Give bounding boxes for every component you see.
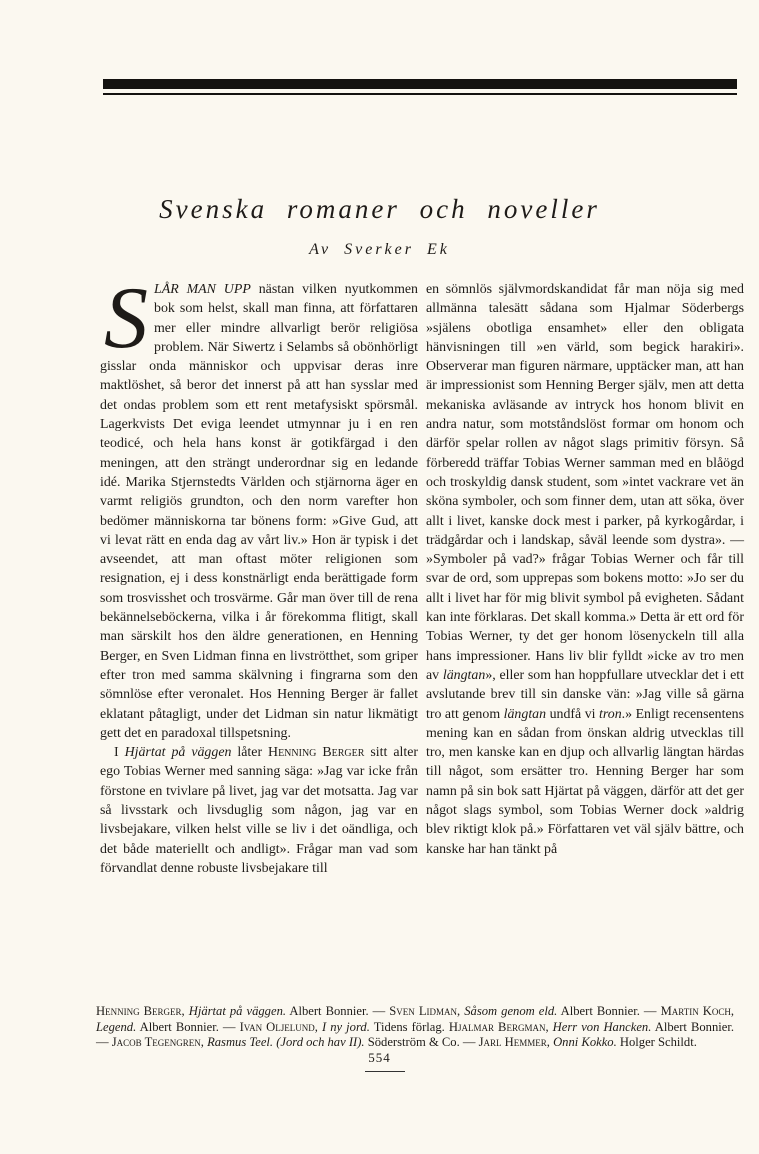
- drop-cap: S: [104, 270, 148, 367]
- fn-book-4: I ny jord.: [321, 1019, 370, 1034]
- author-henning-berger: Henning Berger: [268, 745, 365, 761]
- paragraph-2: [100, 743, 418, 878]
- italic-langtan-2: längtan: [503, 706, 547, 722]
- italic-tron: tron: [599, 706, 622, 722]
- right-column: [426, 280, 744, 859]
- fn-publisher-1: Albert Bonnier. —: [286, 1004, 390, 1018]
- fn-publisher-2: Albert Bonnier. —: [557, 1004, 661, 1018]
- page-number-rule: [365, 1071, 405, 1072]
- paragraph-3: [426, 280, 744, 859]
- fn-author-3: Martin Koch: [660, 1004, 731, 1018]
- fn-author-1: Henning Berger: [96, 1004, 182, 1018]
- fn-book-1: Hjärtat på väggen.: [188, 1004, 287, 1018]
- fn-sep-5: ,: [545, 1019, 553, 1034]
- fn-publisher-5: Albert Bonnier. —: [96, 1019, 734, 1050]
- fn-publisher-4: Tidens förlag.: [369, 1019, 449, 1034]
- fn-author-7: Jarl Hemmer: [478, 1035, 547, 1050]
- bibliography-footnote: [96, 1004, 734, 1051]
- left-column: [100, 270, 419, 878]
- paragraph-2-start: I: [114, 745, 125, 761]
- lead-italic: LÅR MAN UPP: [154, 282, 251, 297]
- italic-langtan-1: längtan: [442, 667, 486, 683]
- fn-book-3: Legend.: [96, 1019, 137, 1034]
- fn-sep-4: ,: [314, 1019, 322, 1034]
- paragraph-2-text-b: sitt alter ego Tobias Werner med sanning säga: »Jag var icke från förstone en tvivlare på livet, jag var det motsatta. Jag var så livsstark och livsduglig som någon, jag var en livsbejakare, vilken helst ville se liv i det oändliga, och det både materiellt och andligt». Frågar man vad som förvandlat denne robuste livsbejakare till: [100, 745, 419, 876]
- paragraph-3-text-b: », eller som han hoppfullare utvecklar det i ett avslutande brev till sin danske vän: »Jag ville så gärna tro att genom: [426, 667, 744, 722]
- fn-publisher-6: Söderström & Co. —: [364, 1035, 479, 1050]
- fn-sep-7: ,: [546, 1035, 554, 1050]
- fn-author-2: Sven Lidman: [389, 1004, 458, 1018]
- fn-author-4: Ivan Oljelund: [239, 1019, 315, 1034]
- fn-publisher-7: Holger Schildt.: [616, 1035, 697, 1050]
- fn-sep-1: ,: [181, 1004, 189, 1018]
- fn-sep-2: ,: [457, 1004, 465, 1018]
- fn-book-5: Herr von Hancken.: [552, 1019, 652, 1034]
- header-rule-thin: [103, 93, 737, 95]
- paragraph-3-text-a: en sömnlös självmordskandidat får man nöja sig med allmänna talesätt sådana som Hjalmar Söderbergs »själens obotliga ensamhet» eller den obligata hänvisningen till »en värld, som begick harakiri». Observerar man figuren närmare, upptäcker man, att han är impressionist som Henning Berger själv, men att detta mekaniska avläsande av intryck hos honom blivit en andra natur, som motståndslöst formar om honom och därför spelar rollen av något slags primitiv försyn. Så förberedd träffar Tobias Werner samman med en blåögd och troskyldig dansk student, som »intet vackrare vet än sköna symboler, och som finner dem, utan att söka, över allt i livet, kanske dock mest i parker, på kyrkogårdar, i trädgårdar och i landskap, såväl leende som dystra». — »Symboler på vad?» frågar Tobias Werner och får till svar de ord, som upprepas som bokens motto: »Jo ser du allt i livet har för mig blivit symbol på evigheten. Sådant kan inte förklaras. Det skall komma.» Detta är ett ord för Tobias Werner, ty det ger honom lösenyckeln till alla hans impressioner. Hans liv blir fylldt »icke av tro men av: [426, 282, 744, 683]
- paragraph-2-text-a: låter: [231, 745, 269, 761]
- fn-author-6: Jacob Tegengren: [111, 1035, 201, 1050]
- fn-book-7: Onni Kokko.: [553, 1035, 617, 1050]
- paragraph-3-text-c: undfå vi: [546, 706, 600, 722]
- fn-book-6: Rasmus Teel. (Jord och hav II).: [207, 1035, 365, 1050]
- page-number: 554: [368, 1050, 391, 1065]
- paragraph-1-text: nästan vilken nyutkommen bok som helst, skall man finna, att författaren mer eller mindre allvarligt berör religiösa problem. När Siwertz i Selambs så obönhörligt gisslar onda människor och uppvisar deras inre maktlöshet, så beror det innerst på att han sysslar med det ondas problem som ett rent metafysiskt spörsmål. Lagerkvists Det eviga leendet utmynnar ju i en ren teodicé, och hela hans konst är gotikfärgad i den meningen, att den strängt underordnar sig en ledande idé. Marika Stjernstedts Världen och stjärnorna äger en varmt religiös grundton, och den norm varefter hon bedömer människorna tar bönens form: »Give Gud, att vi levat rätt en enda dag av vårt liv.» Hon är typisk i det avseendet, att man oftast möter religionen som resignation, ej i dess konstnärligt enda berättigade form som trosvisshet och trosvärme. Går man över till de rena bekännelseböckerna, vilka i år förekomma flitigt, skall man särskilt hos den äldre generationen, en Henning Berger, en Sven Lidman finna en livströtthet, som griper efter tron med samma skälvning i fingrarna som den sömnlöse efter veronalet. Hos Henning Berger är fallet eklatant påtagligt, under det Lidman sin natur likmätigt gett det en paradoxal tillspetsning.: [100, 282, 418, 741]
- article-title: Svenska romaner och noveller: [159, 194, 600, 224]
- fn-book-2: Såsom genom eld.: [464, 1004, 558, 1018]
- fn-author-5: Hjalmar Bergman: [448, 1019, 546, 1034]
- fn-sep-6: ,: [200, 1035, 208, 1050]
- paragraph-1: [100, 270, 418, 743]
- paragraph-3-text-d: .» Enligt recensentens mening kan en sådan from önskan aldrig utvecklas till tro, men kanske kan en djup och allvarlig längtan härdas till något, som ersätter tro. Henning Berger har som namn på sin bok satt Hjärtat på väggen, därför att det ger något slags symbol, som Tobias Werner dock »aldrig blev riktigt klok på.» Författaren vet väl själv bättre, och kanske har han tänkt på: [426, 706, 744, 857]
- book-title-hjartat: Hjärtat på väggen: [124, 745, 232, 761]
- fn-publisher-3: Albert Bonnier. —: [136, 1019, 240, 1034]
- header-rule-thick: [103, 79, 737, 89]
- fn-sep-3: ,: [730, 1004, 735, 1018]
- article-byline: Av Sverker Ek: [309, 241, 450, 258]
